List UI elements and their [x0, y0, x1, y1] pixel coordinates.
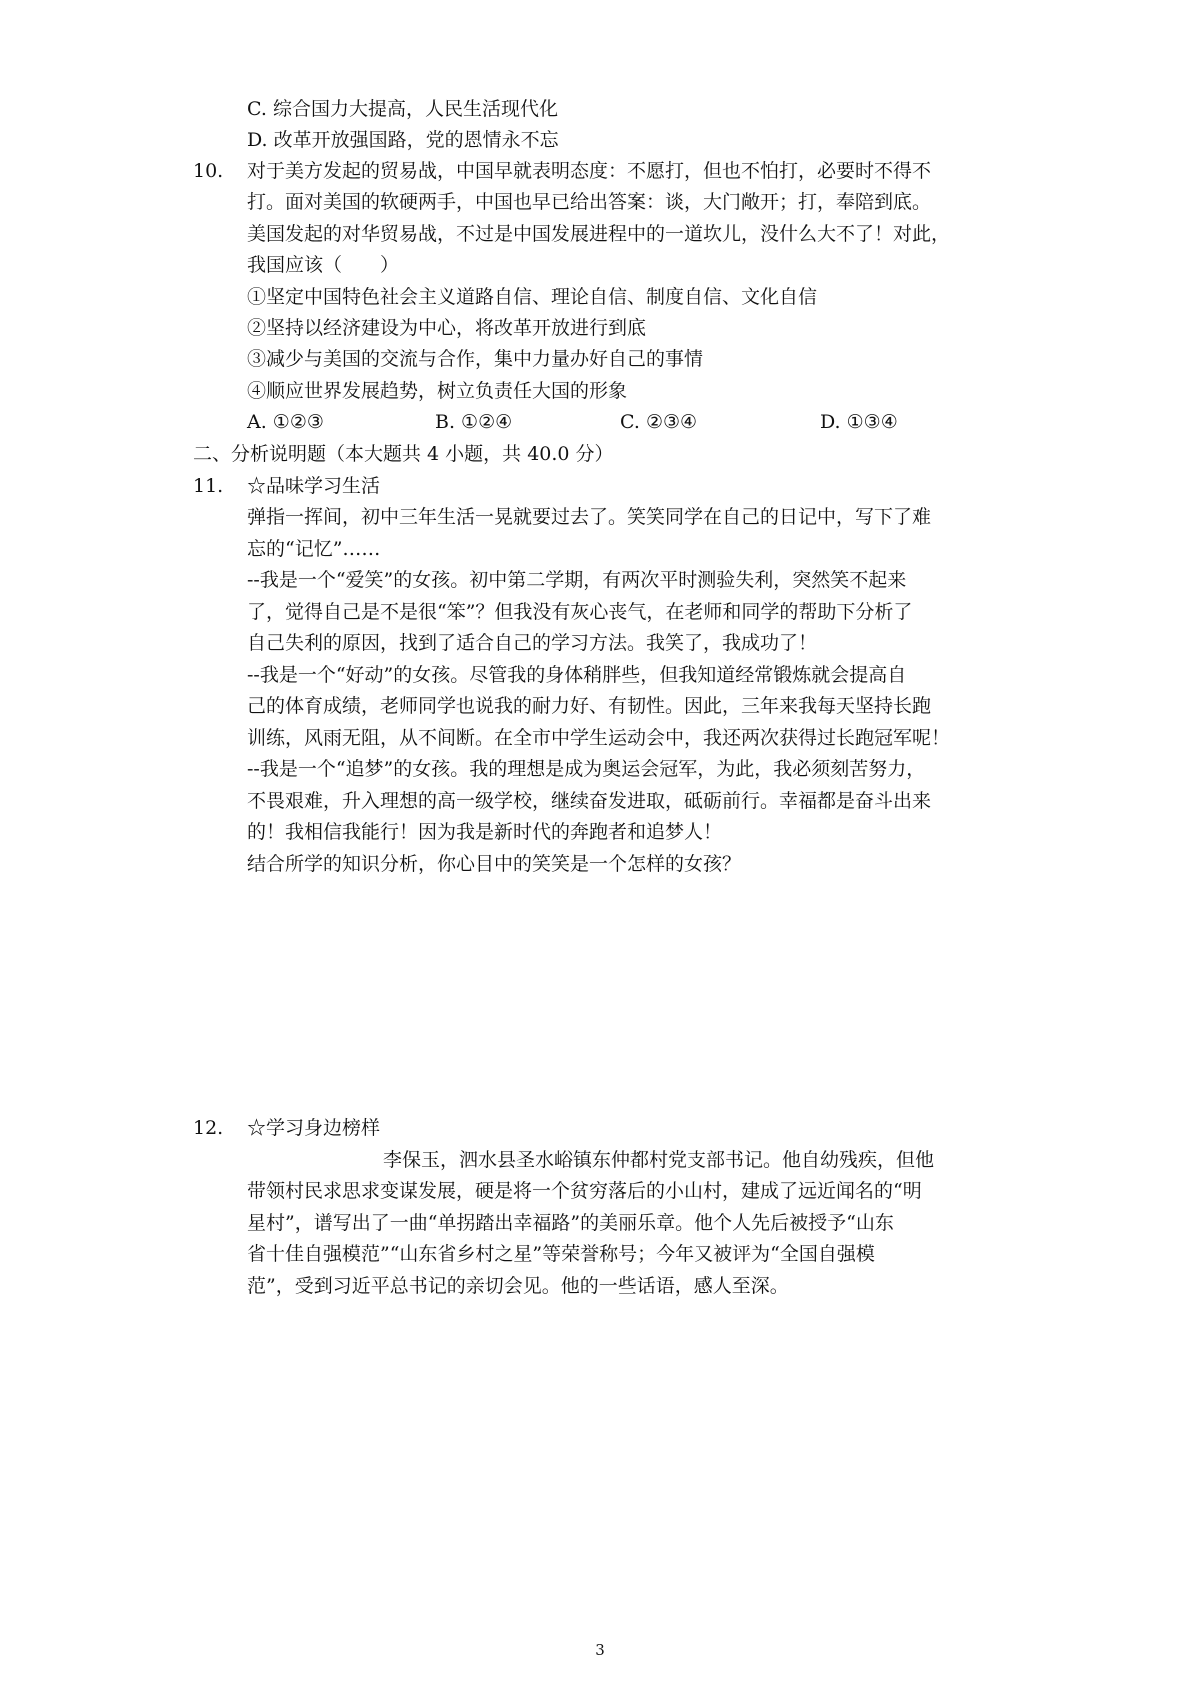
q10-option-a: A. ①②③ [247, 411, 324, 433]
q10-number: 10. [193, 160, 224, 182]
page-number: 3 [595, 1641, 605, 1659]
q10-item-1: ①坚定中国特色社会主义道路自信、理论自信、制度自信、文化自信 [247, 286, 818, 308]
q11-line: 己的体育成绩，老师同学也说我的耐力好、有韧性。因此，三年来我每天坚持长跑 [247, 695, 932, 717]
q10-stem-line: 对于美方发起的贸易战，中国早就表明态度：不愿打，但也不怕打，必要时不得不 [247, 160, 932, 182]
q9-option-c: C. 综合国力大提高，人民生活现代化 [247, 98, 558, 120]
q10-stem-line: 美国发起的对华贸易战，不过是中国发展进程中的一道坎儿，没什么大不了！对此， [247, 223, 951, 245]
q11-question: 结合所学的知识分析，你心目中的笑笑是一个怎样的女孩？ [247, 853, 742, 875]
q11-number: 11. [193, 475, 224, 497]
q11-line: 的！我相信我能行！因为我是新时代的奔跑者和追梦人！ [247, 821, 723, 843]
q11-line: --我是一个“爱笑”的女孩。初中第二学期，有两次平时测验失利，突然笑不起来 [247, 569, 907, 591]
q11-line: --我是一个“追梦”的女孩。我的理想是成为奥运会冠军，为此，我必须刻苦努力， [247, 758, 926, 780]
q11-line: 不畏艰难，升入理想的高一级学校，继续奋发进取，砥砺前行。幸福都是奋斗出来 [247, 790, 932, 812]
q11-line: 忘的“记忆”…… [247, 538, 381, 560]
q10-item-4: ④顺应世界发展趋势，树立负责任大国的形象 [247, 380, 628, 402]
q11-line: 了，觉得自己是不是很“笨”？但我没有灰心丧气，在老师和同学的帮助下分析了 [247, 601, 913, 623]
q10-option-d: D. ①③④ [820, 411, 898, 433]
q12-line: 星村”，谱写出了一曲“单拐踏出幸福路”的美丽乐章。他个人先后被授予“山东 [247, 1212, 894, 1234]
q11-line: 弹指一挥间，初中三年生活一晃就要过去了。笑笑同学在自己的日记中，写下了难 [247, 506, 932, 528]
q10-stem-line: 打。面对美国的软硬两手，中国也早已给出答案：谈，大门敞开；打，奉陪到底。 [247, 191, 932, 213]
section-heading: 二、分析说明题（本大题共 4 小题，共 40.0 分） [193, 443, 614, 465]
q10-stem-line: 我国应该（ ） [247, 254, 400, 276]
q11-title: ☆品味学习生活 [247, 475, 381, 497]
q12-number: 12. [193, 1117, 224, 1139]
q11-line: --我是一个“好动”的女孩。尽管我的身体稍胖些，但我知道经常锻炼就会提高自 [247, 664, 907, 686]
q9-option-d: D. 改革开放强国路，党的恩情永不忘 [247, 129, 559, 151]
q10-item-3: ③减少与美国的交流与合作，集中力量办好自己的事情 [247, 348, 704, 370]
q10-item-2: ②坚持以经济建设为中心，将改革开放进行到底 [247, 317, 647, 339]
q11-line: 训练，风雨无阻，从不间断。在全市中学生运动会中，我还两次获得过长跑冠军呢！ [247, 727, 951, 749]
q12-line: 带领村民求思求变谋发展，硬是将一个贫穷落后的小山村，建成了远近闻名的“明 [247, 1180, 922, 1202]
q12-line: 李保玉，泗水县圣水峪镇东仲都村党支部书记。他自幼残疾，但他 [383, 1149, 935, 1171]
q12-title: ☆学习身边榜样 [247, 1117, 381, 1139]
q12-line: 省十佳自强模范”“山东省乡村之星”等荣誉称号；今年又被评为“全国自强模 [247, 1243, 875, 1265]
q10-option-c: C. ②③④ [620, 411, 698, 433]
q12-line: 范”，受到习近平总书记的亲切会见。他的一些话语，感人至深。 [247, 1275, 789, 1297]
q10-option-b: B. ①②④ [435, 411, 513, 433]
q11-line: 自己失利的原因，找到了适合自己的学习方法。我笑了，我成功了！ [247, 632, 818, 654]
